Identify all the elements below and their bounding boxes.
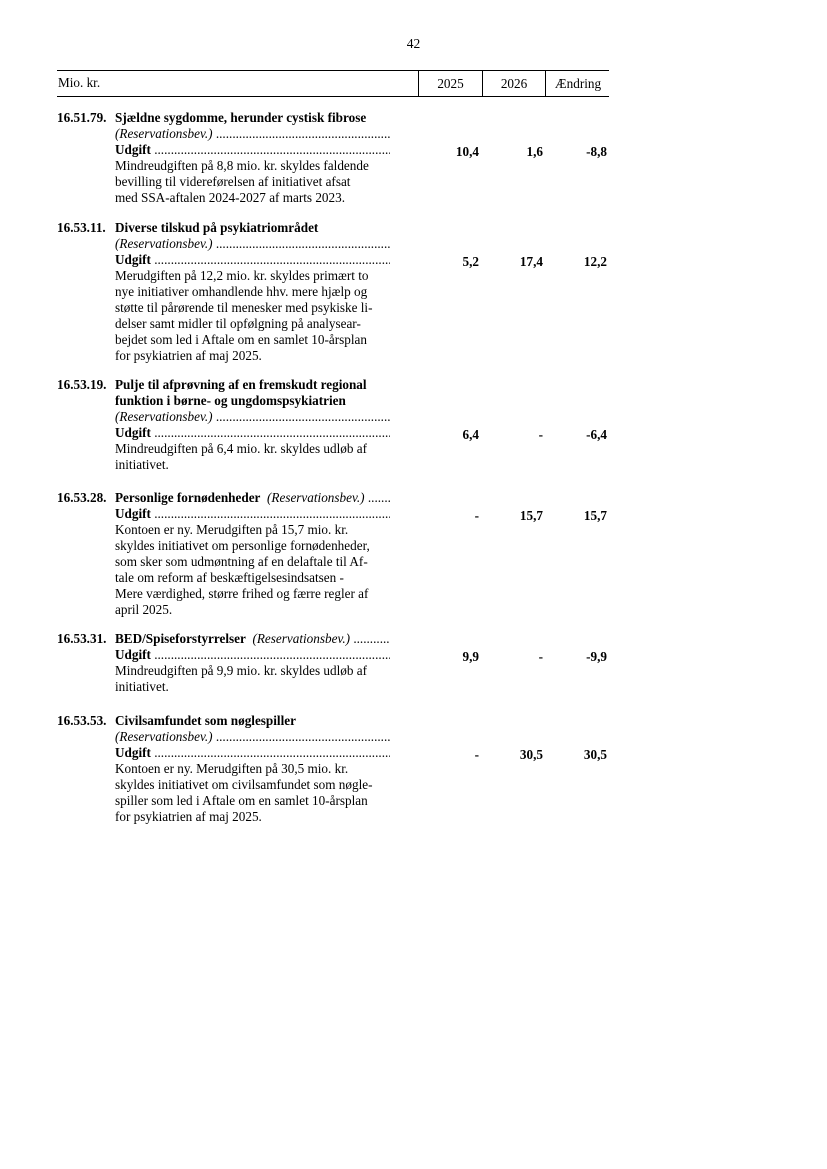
value-2026: 30,5 bbox=[519, 747, 543, 762]
reservation-label: (Reservationsbev.) bbox=[267, 490, 365, 505]
value-2025: 5,2 bbox=[462, 254, 479, 269]
entry-description: Mindreudgiften på 8,8 mio. kr. skyldes faldende bevilling til videreførelsen af initiativet afsat med SSA-aftalen 2024-2027 af marts 2023. bbox=[115, 158, 369, 205]
value-change: 30,5 bbox=[583, 747, 607, 762]
reservation-label: (Reservationsbev.) ..... bbox=[115, 236, 390, 252]
udgift-label: Udgift ..... bbox=[115, 252, 390, 268]
value-2026: 15,7 bbox=[519, 508, 543, 523]
entry-description: Kontoen er ny. Merudgiften på 15,7 mio. kr. skyldes initiativet om personlige fornødenheder, som sker som udmøntning af en delaftale til Af- tale om reform af beskæftigelsesindsatsen - Mere værdighed, større frihed og færre regler af april 2025. bbox=[115, 522, 370, 617]
entry-body bbox=[115, 220, 390, 364]
entry-body bbox=[115, 110, 390, 206]
entry-body bbox=[115, 713, 390, 825]
page-number: 42 bbox=[406, 36, 421, 51]
entry-description: Merudgiften på 12,2 mio. kr. skyldes primært to nye initiativer omhandlende hhv. mere hjælp og støtte til pårørende til menesker med psykiske li- delser samt midler til opfølgning på analysear- bejdet som led i Aftale om en samlet 10-årsplan for psykiatrien af maj 2025. bbox=[115, 268, 373, 363]
column-2025: 2025 bbox=[418, 71, 482, 96]
table-header bbox=[57, 70, 609, 97]
entry-description: Mindreudgiften på 6,4 mio. kr. skyldes udløb af initiativet. bbox=[115, 441, 367, 472]
value-change: -9,9 bbox=[586, 649, 607, 664]
value-2026: 17,4 bbox=[519, 254, 543, 269]
value-change: 15,7 bbox=[583, 508, 607, 523]
udgift-label: Udgift ..... bbox=[115, 142, 390, 158]
entry-body bbox=[115, 490, 390, 618]
entry-title: Sjældne sygdomme, herunder cystisk fibrose bbox=[115, 110, 367, 125]
unit-label: Mio. kr. bbox=[58, 75, 101, 90]
udgift-label: Udgift ..... bbox=[115, 425, 390, 441]
value-change: 12,2 bbox=[583, 254, 607, 269]
udgift-label: Udgift ..... bbox=[115, 506, 390, 522]
udgift-label: Udgift ..... bbox=[115, 647, 390, 663]
account-number: 16.53.53. bbox=[57, 713, 107, 728]
account-number: 16.53.28. bbox=[57, 490, 107, 505]
entry-title: Diverse tilskud på psykiatriområdet bbox=[115, 220, 319, 235]
udgift-label: Udgift ..... bbox=[115, 745, 390, 761]
entry-title: Pulje til afprøvning af en fremskudt regional funktion i børne- og ungdomspsykiatrien bbox=[115, 377, 367, 408]
value-2026: - bbox=[538, 427, 543, 442]
entry-body bbox=[115, 631, 390, 695]
value-2025: 9,9 bbox=[462, 649, 479, 664]
account-number: 16.53.31. bbox=[57, 631, 107, 646]
reservation-label: (Reservationsbev.) bbox=[252, 631, 351, 646]
value-change: -6,4 bbox=[586, 427, 607, 442]
account-number: 16.51.79. bbox=[57, 110, 107, 125]
entry-title: Personlige fornødenheder (Reservationsbev.) ..... bbox=[115, 490, 390, 506]
column-2026: 2026 bbox=[482, 71, 545, 96]
value-2026: - bbox=[538, 649, 543, 664]
column-change: Ændring bbox=[545, 71, 610, 96]
reservation-label: (Reservationsbev.) ..... bbox=[115, 409, 390, 425]
account-number: 16.53.11. bbox=[57, 220, 106, 235]
account-number: 16.53.19. bbox=[57, 377, 107, 392]
entry-body bbox=[115, 377, 390, 473]
reservation-label: (Reservationsbev.) ..... bbox=[115, 126, 390, 142]
value-2026: 1,6 bbox=[526, 144, 543, 159]
value-2025: - bbox=[474, 747, 479, 762]
value-2025: 6,4 bbox=[462, 427, 479, 442]
value-2025: - bbox=[474, 508, 479, 523]
entry-description: Mindreudgiften på 9,9 mio. kr. skyldes udløb af initiativet. bbox=[115, 663, 367, 694]
reservation-label: (Reservationsbev.) ..... bbox=[115, 729, 390, 745]
value-2025: 10,4 bbox=[455, 144, 479, 159]
entry-title: Civilsamfundet som nøglespiller bbox=[115, 713, 296, 728]
entry-title: BED/Spiseforstyrrelser (Reservationsbev.) ..... bbox=[115, 631, 390, 647]
value-change: -8,8 bbox=[586, 144, 607, 159]
entry-description: Kontoen er ny. Merudgiften på 30,5 mio. kr. skyldes initiativet om civilsamfundet som nøgle- spiller som led i Aftale om en samlet 10-årsplan for psykiatrien af maj 2025. bbox=[115, 761, 373, 824]
